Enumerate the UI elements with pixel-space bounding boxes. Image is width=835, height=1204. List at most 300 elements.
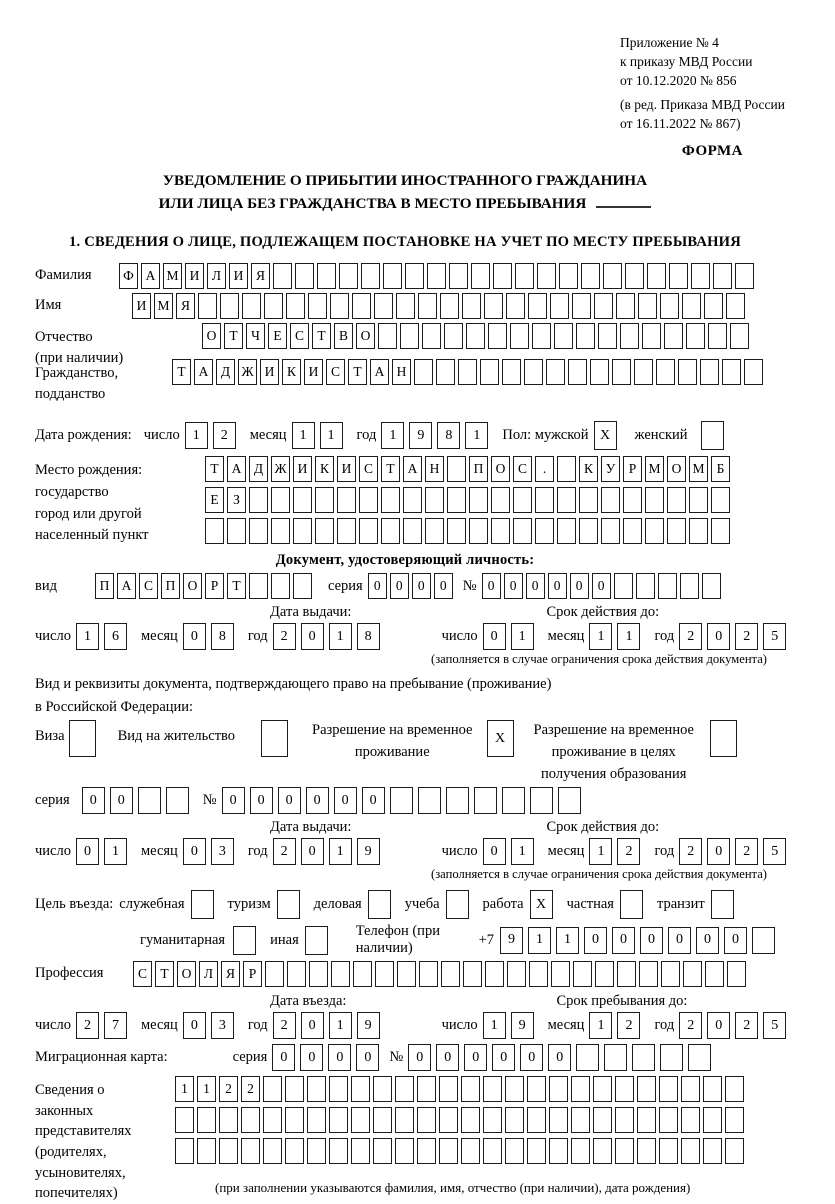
char-cell[interactable]: И — [293, 456, 312, 482]
char-cell[interactable]: 0 — [436, 1044, 459, 1071]
char-cell[interactable] — [704, 293, 723, 319]
char-cell[interactable] — [397, 961, 416, 987]
char-cell[interactable] — [484, 293, 503, 319]
char-cell[interactable]: Т — [312, 323, 331, 349]
char-cell[interactable]: 1 — [381, 422, 404, 449]
char-cell[interactable] — [378, 323, 397, 349]
char-cell[interactable] — [315, 487, 334, 513]
char-cell[interactable]: 1 — [617, 623, 640, 650]
char-cell[interactable] — [285, 1076, 304, 1102]
char-cell[interactable] — [331, 961, 350, 987]
char-cell[interactable]: И — [132, 293, 151, 319]
char-cell[interactable] — [510, 323, 529, 349]
char-cell[interactable] — [400, 323, 419, 349]
identity-valid-month-cells[interactable] — [589, 623, 640, 650]
char-cell[interactable] — [447, 487, 466, 513]
char-cell[interactable]: 0 — [82, 787, 105, 814]
char-cell[interactable]: 2 — [679, 623, 702, 650]
char-cell[interactable]: 3 — [211, 1012, 234, 1039]
char-cell[interactable] — [505, 1107, 524, 1133]
char-cell[interactable] — [700, 359, 719, 385]
char-cell[interactable]: 2 — [76, 1012, 99, 1039]
char-cell[interactable] — [660, 1044, 683, 1071]
char-cell[interactable] — [535, 487, 554, 513]
char-cell[interactable] — [573, 961, 592, 987]
char-cell[interactable]: 1 — [556, 927, 579, 954]
identity-seriya-cells[interactable] — [368, 573, 453, 599]
char-cell[interactable]: Д — [216, 359, 235, 385]
char-cell[interactable]: П — [469, 456, 488, 482]
char-cell[interactable]: 1 — [465, 422, 488, 449]
char-cell[interactable] — [461, 1138, 480, 1164]
char-cell[interactable]: П — [95, 573, 114, 599]
char-cell[interactable] — [527, 1076, 546, 1102]
char-cell[interactable]: 0 — [183, 838, 206, 865]
char-cell[interactable] — [483, 1138, 502, 1164]
char-cell[interactable]: 5 — [763, 838, 786, 865]
char-cell[interactable]: 8 — [357, 623, 380, 650]
char-cell[interactable] — [579, 518, 598, 544]
char-cell[interactable]: 0 — [110, 787, 133, 814]
char-cell[interactable] — [381, 518, 400, 544]
char-cell[interactable]: 1 — [104, 838, 127, 865]
char-cell[interactable]: 2 — [617, 1012, 640, 1039]
char-cell[interactable] — [515, 263, 534, 289]
char-cell[interactable]: 0 — [356, 1044, 379, 1071]
char-cell[interactable] — [307, 1138, 326, 1164]
stay-doc-issue-day-cells[interactable] — [76, 838, 127, 865]
char-cell[interactable]: 0 — [301, 838, 324, 865]
char-cell[interactable] — [528, 293, 547, 319]
char-cell[interactable]: 0 — [696, 927, 719, 954]
char-cell[interactable] — [485, 961, 504, 987]
char-cell[interactable] — [681, 1107, 700, 1133]
char-cell[interactable] — [506, 293, 525, 319]
char-cell[interactable]: И — [229, 263, 248, 289]
char-cell[interactable]: 0 — [272, 1044, 295, 1071]
char-cell[interactable]: 2 — [679, 1012, 702, 1039]
char-cell[interactable] — [549, 1138, 568, 1164]
char-cell[interactable]: 0 — [301, 1012, 324, 1039]
char-cell[interactable] — [532, 323, 551, 349]
char-cell[interactable] — [436, 359, 455, 385]
char-cell[interactable]: Р — [243, 961, 262, 987]
char-cell[interactable]: А — [227, 456, 246, 482]
char-cell[interactable] — [197, 1107, 216, 1133]
char-cell[interactable] — [166, 787, 189, 814]
char-cell[interactable] — [396, 293, 415, 319]
char-cell[interactable] — [418, 293, 437, 319]
char-cell[interactable]: Я — [176, 293, 195, 319]
identity-issue-year-cells[interactable] — [273, 623, 380, 650]
char-cell[interactable] — [645, 518, 664, 544]
char-cell[interactable]: 0 — [592, 573, 611, 599]
char-cell[interactable] — [656, 359, 675, 385]
char-cell[interactable] — [427, 263, 446, 289]
char-cell[interactable] — [691, 263, 710, 289]
entry-day-cells[interactable] — [76, 1012, 127, 1039]
char-cell[interactable]: З — [227, 487, 246, 513]
char-cell[interactable] — [744, 359, 763, 385]
char-cell[interactable]: О — [491, 456, 510, 482]
char-cell[interactable] — [339, 263, 358, 289]
char-cell[interactable] — [572, 293, 591, 319]
purpose-business-checkbox[interactable] — [191, 890, 214, 919]
char-cell[interactable]: 0 — [408, 1044, 431, 1071]
char-cell[interactable]: 0 — [492, 1044, 515, 1071]
char-cell[interactable] — [425, 518, 444, 544]
char-cell[interactable] — [390, 787, 413, 814]
char-cell[interactable]: Т — [227, 573, 246, 599]
char-cell[interactable] — [615, 1138, 634, 1164]
char-cell[interactable] — [549, 1076, 568, 1102]
char-cell[interactable] — [419, 961, 438, 987]
char-cell[interactable]: Р — [205, 573, 224, 599]
char-cell[interactable] — [417, 1107, 436, 1133]
purpose-work-checkbox[interactable]: X — [530, 890, 553, 919]
char-cell[interactable] — [458, 359, 477, 385]
char-cell[interactable] — [557, 456, 576, 482]
char-cell[interactable] — [273, 263, 292, 289]
char-cell[interactable] — [537, 263, 556, 289]
char-cell[interactable] — [285, 1107, 304, 1133]
purpose-other-checkbox[interactable] — [305, 926, 328, 955]
rvp-edu-checkbox[interactable] — [710, 720, 737, 757]
char-cell[interactable]: Н — [425, 456, 444, 482]
purpose-transit-checkbox[interactable] — [711, 890, 734, 919]
char-cell[interactable] — [711, 487, 730, 513]
char-cell[interactable] — [359, 518, 378, 544]
char-cell[interactable] — [617, 961, 636, 987]
char-cell[interactable] — [639, 961, 658, 987]
char-cell[interactable] — [579, 487, 598, 513]
char-cell[interactable] — [713, 263, 732, 289]
char-cell[interactable]: . — [535, 456, 554, 482]
char-cell[interactable] — [219, 1138, 238, 1164]
char-cell[interactable] — [703, 1138, 722, 1164]
char-cell[interactable]: 1 — [589, 838, 612, 865]
char-cell[interactable] — [249, 518, 268, 544]
char-cell[interactable] — [474, 787, 497, 814]
char-cell[interactable] — [601, 518, 620, 544]
identity-valid-day-cells[interactable] — [483, 623, 534, 650]
char-cell[interactable]: Б — [711, 456, 730, 482]
char-cell[interactable] — [645, 487, 664, 513]
char-cell[interactable]: Я — [221, 961, 240, 987]
birth-year-cells[interactable] — [381, 422, 488, 449]
char-cell[interactable]: 0 — [278, 787, 301, 814]
char-cell[interactable]: 0 — [334, 787, 357, 814]
char-cell[interactable]: А — [194, 359, 213, 385]
migration-number-cells[interactable] — [408, 1044, 711, 1071]
profession-cells[interactable] — [133, 961, 746, 987]
char-cell[interactable] — [637, 1107, 656, 1133]
char-cell[interactable] — [330, 293, 349, 319]
char-cell[interactable]: 0 — [548, 573, 567, 599]
char-cell[interactable]: 0 — [250, 787, 273, 814]
char-cell[interactable] — [667, 518, 686, 544]
birth-month-cells[interactable] — [292, 422, 343, 449]
char-cell[interactable]: 2 — [617, 838, 640, 865]
char-cell[interactable] — [637, 1076, 656, 1102]
char-cell[interactable] — [727, 961, 746, 987]
char-cell[interactable] — [374, 293, 393, 319]
char-cell[interactable] — [688, 1044, 711, 1071]
char-cell[interactable]: 2 — [219, 1076, 238, 1102]
char-cell[interactable] — [513, 518, 532, 544]
char-cell[interactable] — [615, 1107, 634, 1133]
char-cell[interactable] — [559, 263, 578, 289]
char-cell[interactable] — [249, 487, 268, 513]
char-cell[interactable] — [293, 487, 312, 513]
phone-cells[interactable] — [500, 927, 775, 954]
char-cell[interactable] — [227, 518, 246, 544]
char-cell[interactable] — [265, 961, 284, 987]
char-cell[interactable] — [263, 1076, 282, 1102]
char-cell[interactable]: Е — [205, 487, 224, 513]
char-cell[interactable] — [359, 487, 378, 513]
char-cell[interactable] — [550, 293, 569, 319]
char-cell[interactable]: 1 — [329, 838, 352, 865]
char-cell[interactable] — [681, 1138, 700, 1164]
char-cell[interactable] — [603, 263, 622, 289]
char-cell[interactable] — [576, 323, 595, 349]
char-cell[interactable]: Е — [268, 323, 287, 349]
char-cell[interactable] — [669, 263, 688, 289]
char-cell[interactable] — [557, 487, 576, 513]
identity-valid-year-cells[interactable] — [679, 623, 786, 650]
char-cell[interactable] — [730, 323, 749, 349]
entry-month-cells[interactable] — [183, 1012, 234, 1039]
char-cell[interactable]: Л — [207, 263, 226, 289]
char-cell[interactable]: 0 — [483, 623, 506, 650]
char-cell[interactable] — [502, 787, 525, 814]
char-cell[interactable] — [440, 293, 459, 319]
char-cell[interactable] — [513, 487, 532, 513]
char-cell[interactable]: 2 — [735, 838, 758, 865]
char-cell[interactable] — [703, 1107, 722, 1133]
char-cell[interactable] — [682, 293, 701, 319]
char-cell[interactable]: И — [304, 359, 323, 385]
stay-doc-issue-year-cells[interactable] — [273, 838, 380, 865]
char-cell[interactable]: 2 — [273, 1012, 296, 1039]
char-cell[interactable] — [241, 1138, 260, 1164]
char-cell[interactable] — [309, 961, 328, 987]
char-cell[interactable] — [422, 323, 441, 349]
char-cell[interactable] — [383, 263, 402, 289]
char-cell[interactable]: 5 — [763, 623, 786, 650]
char-cell[interactable]: 0 — [412, 573, 431, 599]
patronymic-cells[interactable] — [202, 323, 749, 349]
char-cell[interactable]: 2 — [679, 838, 702, 865]
char-cell[interactable] — [689, 487, 708, 513]
char-cell[interactable]: 1 — [511, 838, 534, 865]
char-cell[interactable] — [242, 293, 261, 319]
char-cell[interactable]: 1 — [197, 1076, 216, 1102]
char-cell[interactable]: И — [337, 456, 356, 482]
char-cell[interactable]: 0 — [707, 623, 730, 650]
char-cell[interactable]: Т — [155, 961, 174, 987]
char-cell[interactable] — [447, 518, 466, 544]
char-cell[interactable]: С — [139, 573, 158, 599]
char-cell[interactable]: Я — [251, 263, 270, 289]
char-cell[interactable] — [634, 359, 653, 385]
char-cell[interactable] — [307, 1107, 326, 1133]
char-cell[interactable]: 0 — [362, 787, 385, 814]
char-cell[interactable] — [604, 1044, 627, 1071]
char-cell[interactable] — [329, 1076, 348, 1102]
char-cell[interactable]: 3 — [211, 838, 234, 865]
char-cell[interactable] — [220, 293, 239, 319]
char-cell[interactable] — [659, 1107, 678, 1133]
char-cell[interactable] — [295, 263, 314, 289]
stay-until-month-cells[interactable] — [589, 1012, 640, 1039]
char-cell[interactable]: А — [403, 456, 422, 482]
char-cell[interactable] — [271, 573, 290, 599]
char-cell[interactable] — [493, 263, 512, 289]
char-cell[interactable]: 0 — [76, 838, 99, 865]
char-cell[interactable]: И — [185, 263, 204, 289]
stay-doc-valid-day-cells[interactable] — [483, 838, 534, 865]
purpose-private-checkbox[interactable] — [620, 890, 643, 919]
char-cell[interactable]: 0 — [520, 1044, 543, 1071]
char-cell[interactable]: 0 — [183, 623, 206, 650]
purpose-tourism-checkbox[interactable] — [277, 890, 300, 919]
char-cell[interactable] — [571, 1076, 590, 1102]
char-cell[interactable]: 0 — [183, 1012, 206, 1039]
char-cell[interactable] — [637, 1138, 656, 1164]
char-cell[interactable] — [315, 518, 334, 544]
char-cell[interactable] — [293, 518, 312, 544]
char-cell[interactable]: 9 — [357, 838, 380, 865]
char-cell[interactable] — [623, 487, 642, 513]
char-cell[interactable]: 1 — [483, 1012, 506, 1039]
char-cell[interactable] — [625, 263, 644, 289]
char-cell[interactable]: 1 — [76, 623, 99, 650]
representatives-cells-row2[interactable] — [175, 1107, 744, 1133]
char-cell[interactable] — [623, 518, 642, 544]
entry-year-cells[interactable] — [273, 1012, 380, 1039]
purpose-commercial-checkbox[interactable] — [368, 890, 391, 919]
char-cell[interactable] — [337, 518, 356, 544]
char-cell[interactable]: Ж — [271, 456, 290, 482]
char-cell[interactable] — [417, 1076, 436, 1102]
char-cell[interactable] — [681, 1076, 700, 1102]
char-cell[interactable]: М — [689, 456, 708, 482]
char-cell[interactable] — [395, 1076, 414, 1102]
char-cell[interactable]: 9 — [511, 1012, 534, 1039]
char-cell[interactable] — [439, 1138, 458, 1164]
char-cell[interactable] — [483, 1107, 502, 1133]
char-cell[interactable] — [403, 487, 422, 513]
char-cell[interactable]: 0 — [504, 573, 523, 599]
char-cell[interactable] — [463, 961, 482, 987]
char-cell[interactable] — [461, 1107, 480, 1133]
char-cell[interactable] — [725, 1076, 744, 1102]
char-cell[interactable]: 0 — [482, 573, 501, 599]
char-cell[interactable] — [403, 518, 422, 544]
char-cell[interactable] — [535, 518, 554, 544]
char-cell[interactable] — [308, 293, 327, 319]
char-cell[interactable] — [263, 1138, 282, 1164]
char-cell[interactable]: У — [601, 456, 620, 482]
char-cell[interactable] — [441, 961, 460, 987]
char-cell[interactable]: 0 — [612, 927, 635, 954]
char-cell[interactable]: 2 — [213, 422, 236, 449]
char-cell[interactable]: 2 — [273, 838, 296, 865]
char-cell[interactable] — [483, 1076, 502, 1102]
char-cell[interactable]: М — [645, 456, 664, 482]
char-cell[interactable]: 2 — [273, 623, 296, 650]
char-cell[interactable] — [502, 359, 521, 385]
char-cell[interactable]: 0 — [434, 573, 453, 599]
char-cell[interactable] — [417, 1138, 436, 1164]
char-cell[interactable] — [680, 573, 699, 599]
char-cell[interactable] — [353, 961, 372, 987]
char-cell[interactable]: 0 — [668, 927, 691, 954]
char-cell[interactable]: А — [370, 359, 389, 385]
char-cell[interactable] — [683, 961, 702, 987]
char-cell[interactable]: 0 — [301, 623, 324, 650]
char-cell[interactable] — [554, 323, 573, 349]
char-cell[interactable]: Ч — [246, 323, 265, 349]
char-cell[interactable] — [241, 1107, 260, 1133]
name-cells[interactable] — [132, 293, 745, 319]
char-cell[interactable]: О — [177, 961, 196, 987]
char-cell[interactable] — [271, 487, 290, 513]
char-cell[interactable] — [647, 263, 666, 289]
stay-doc-issue-month-cells[interactable] — [183, 838, 234, 865]
purpose-humanitarian-checkbox[interactable] — [233, 926, 256, 955]
char-cell[interactable] — [708, 323, 727, 349]
identity-issue-month-cells[interactable] — [183, 623, 234, 650]
char-cell[interactable] — [449, 263, 468, 289]
char-cell[interactable]: С — [326, 359, 345, 385]
char-cell[interactable]: 0 — [640, 927, 663, 954]
char-cell[interactable] — [405, 263, 424, 289]
char-cell[interactable]: Н — [392, 359, 411, 385]
char-cell[interactable]: Р — [623, 456, 642, 482]
char-cell[interactable] — [590, 359, 609, 385]
char-cell[interactable]: К — [282, 359, 301, 385]
char-cell[interactable]: М — [163, 263, 182, 289]
char-cell[interactable]: 8 — [211, 623, 234, 650]
char-cell[interactable]: 0 — [707, 1012, 730, 1039]
char-cell[interactable] — [175, 1107, 194, 1133]
char-cell[interactable] — [735, 263, 754, 289]
char-cell[interactable]: 1 — [329, 1012, 352, 1039]
char-cell[interactable] — [271, 518, 290, 544]
char-cell[interactable] — [197, 1138, 216, 1164]
char-cell[interactable]: И — [260, 359, 279, 385]
char-cell[interactable]: О — [667, 456, 686, 482]
char-cell[interactable] — [689, 518, 708, 544]
char-cell[interactable] — [529, 961, 548, 987]
char-cell[interactable] — [505, 1076, 524, 1102]
char-cell[interactable] — [667, 487, 686, 513]
char-cell[interactable]: Т — [205, 456, 224, 482]
char-cell[interactable]: С — [133, 961, 152, 987]
char-cell[interactable] — [595, 961, 614, 987]
char-cell[interactable] — [337, 487, 356, 513]
char-cell[interactable] — [752, 927, 775, 954]
char-cell[interactable] — [593, 1107, 612, 1133]
purpose-study-checkbox[interactable] — [446, 890, 469, 919]
char-cell[interactable] — [446, 787, 469, 814]
char-cell[interactable]: А — [117, 573, 136, 599]
char-cell[interactable] — [373, 1138, 392, 1164]
birth-place-cells-row1[interactable] — [205, 456, 730, 482]
